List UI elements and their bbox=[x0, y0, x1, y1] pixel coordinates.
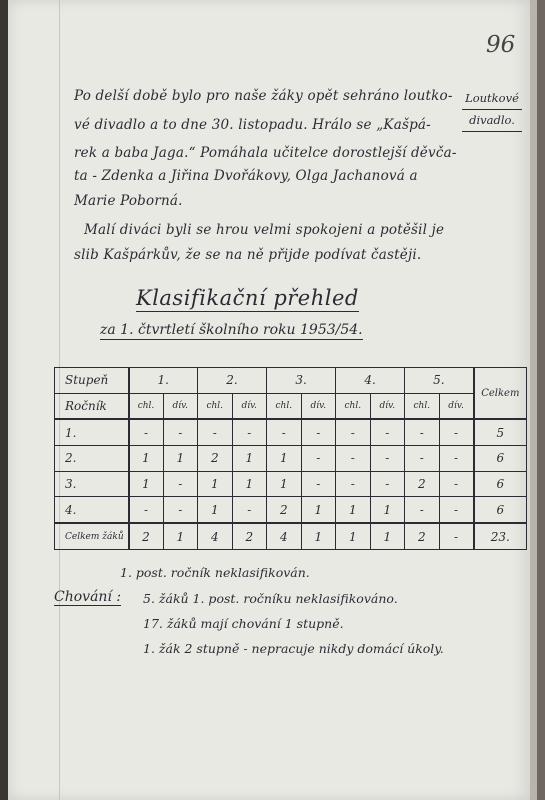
row-label: 1. bbox=[55, 419, 129, 445]
sum-cell: 2 bbox=[405, 523, 440, 549]
grand-total: 23. bbox=[474, 523, 527, 549]
sidenote bbox=[462, 88, 522, 132]
grade-header: 5. bbox=[405, 368, 474, 394]
table-sum-row bbox=[55, 523, 527, 549]
table-cell: - bbox=[198, 419, 233, 445]
table-cell: 2 bbox=[405, 471, 440, 497]
table-cell: - bbox=[439, 446, 474, 472]
grade-header: 1. bbox=[129, 368, 198, 394]
sum-row-label: Celkem žáků bbox=[55, 523, 129, 549]
page-number: 96 bbox=[486, 32, 516, 58]
table-cell: 1 bbox=[267, 471, 302, 497]
row-total: 5 bbox=[474, 419, 527, 445]
note-line: 1. žák 2 stupně - nepracuje nikdy domácí úkoly. bbox=[143, 641, 444, 656]
table-cell: - bbox=[336, 471, 371, 497]
sidenote-line: Loutkové bbox=[462, 88, 522, 110]
paragraph-line: slib Kašpárkův, že se na ně přijde podívat častěji. bbox=[74, 247, 422, 263]
table-cell: - bbox=[439, 419, 474, 445]
paragraph-line: vé divadlo a to dne 30. listopadu. Hrálo se „Kašpá- bbox=[74, 117, 431, 133]
table-cell: 1 bbox=[232, 471, 267, 497]
table-cell: - bbox=[129, 497, 164, 523]
row-total: 6 bbox=[474, 446, 527, 472]
page-subtitle: za 1. čtvrtletí školního roku 1953/54. bbox=[100, 322, 363, 338]
table-row bbox=[55, 419, 527, 445]
sub-header-chl: chl. bbox=[198, 393, 233, 419]
table-cell: 1 bbox=[370, 497, 405, 523]
note-line: 17. žáků mají chování 1 stupně. bbox=[143, 616, 344, 631]
table-cell: - bbox=[163, 471, 198, 497]
sub-header-div: dív. bbox=[439, 393, 474, 419]
table-header-row bbox=[55, 368, 527, 394]
paragraph-line: rek a baba Jaga.“ Pomáhala učitelce dorostlejší děvča- bbox=[74, 145, 457, 161]
sum-cell: 2 bbox=[232, 523, 267, 549]
table-row bbox=[55, 446, 527, 472]
sum-cell: 1 bbox=[336, 523, 371, 549]
table-cell: 2 bbox=[267, 497, 302, 523]
grade-header: 3. bbox=[267, 368, 336, 394]
table-cell: 1 bbox=[336, 497, 371, 523]
table-cell: - bbox=[163, 497, 198, 523]
paragraph-line: Po delší době bylo pro naše žáky opět sehráno loutko- bbox=[74, 88, 453, 104]
sub-header-chl: chl. bbox=[129, 393, 164, 419]
row-label: 2. bbox=[55, 446, 129, 472]
sub-header-chl: chl. bbox=[405, 393, 440, 419]
table-cell: - bbox=[267, 419, 302, 445]
table-cell: - bbox=[232, 419, 267, 445]
table-cell: - bbox=[370, 446, 405, 472]
table-subheader-row bbox=[55, 393, 527, 419]
table-cell: - bbox=[163, 419, 198, 445]
sum-cell: 4 bbox=[198, 523, 233, 549]
sum-cell: 4 bbox=[267, 523, 302, 549]
sum-cell: 1 bbox=[301, 523, 336, 549]
stupen-header: Stupeň bbox=[55, 368, 129, 394]
sub-header-chl: chl. bbox=[267, 393, 302, 419]
rocnik-header: Ročník bbox=[55, 393, 129, 419]
table-cell: 1 bbox=[163, 446, 198, 472]
row-total: 6 bbox=[474, 497, 527, 523]
table-cell: - bbox=[336, 446, 371, 472]
table-row bbox=[55, 471, 527, 497]
sub-header-div: dív. bbox=[301, 393, 336, 419]
sum-cell: 1 bbox=[163, 523, 198, 549]
row-label: 3. bbox=[55, 471, 129, 497]
table-cell: 1 bbox=[129, 446, 164, 472]
table-cell: 1 bbox=[198, 471, 233, 497]
paragraph-line: Malí diváci byli se hrou velmi spokojeni a potěšil je bbox=[84, 222, 445, 238]
table-row bbox=[55, 497, 527, 523]
table-cell: - bbox=[405, 497, 440, 523]
table-cell: 1 bbox=[129, 471, 164, 497]
row-total: 6 bbox=[474, 471, 527, 497]
table-cell: - bbox=[405, 446, 440, 472]
page-edge-shadow bbox=[537, 0, 545, 800]
table-cell: 1 bbox=[301, 497, 336, 523]
total-header: Celkem bbox=[474, 368, 527, 420]
table-cell: - bbox=[301, 419, 336, 445]
sidenote-line: divadlo. bbox=[462, 110, 522, 132]
sub-header-div: dív. bbox=[370, 393, 405, 419]
note-line: 1. post. ročník neklasifikován. bbox=[120, 565, 310, 580]
grade-header: 4. bbox=[336, 368, 405, 394]
grade-header: 2. bbox=[198, 368, 267, 394]
chovani-label: Chování : bbox=[54, 589, 122, 605]
sum-cell: - bbox=[439, 523, 474, 549]
table-cell: 2 bbox=[198, 446, 233, 472]
table-cell: - bbox=[129, 419, 164, 445]
table-cell: - bbox=[336, 419, 371, 445]
sub-header-chl: chl. bbox=[336, 393, 371, 419]
row-label: 4. bbox=[55, 497, 129, 523]
table-cell: - bbox=[301, 446, 336, 472]
table-cell: - bbox=[405, 419, 440, 445]
classification-table bbox=[54, 367, 527, 550]
table-cell: - bbox=[439, 497, 474, 523]
sum-cell: 2 bbox=[129, 523, 164, 549]
paragraph-line: Marie Poborná. bbox=[74, 193, 183, 209]
sub-header-div: dív. bbox=[232, 393, 267, 419]
table-cell: - bbox=[370, 419, 405, 445]
sum-cell: 1 bbox=[370, 523, 405, 549]
table-cell: - bbox=[370, 471, 405, 497]
table-cell: 1 bbox=[198, 497, 233, 523]
table-cell: - bbox=[232, 497, 267, 523]
paragraph-line: ta - Zdenka a Jiřina Dvořákovy, Olga Jachanová a bbox=[74, 168, 418, 184]
sub-header-div: dív. bbox=[163, 393, 198, 419]
table-cell: - bbox=[301, 471, 336, 497]
page-title: Klasifikační přehled bbox=[136, 286, 359, 310]
notebook-page bbox=[8, 0, 530, 800]
table-cell: 1 bbox=[267, 446, 302, 472]
table-cell: - bbox=[439, 471, 474, 497]
table-cell: 1 bbox=[232, 446, 267, 472]
note-line: 5. žáků 1. post. ročníku neklasifikováno. bbox=[143, 591, 398, 606]
